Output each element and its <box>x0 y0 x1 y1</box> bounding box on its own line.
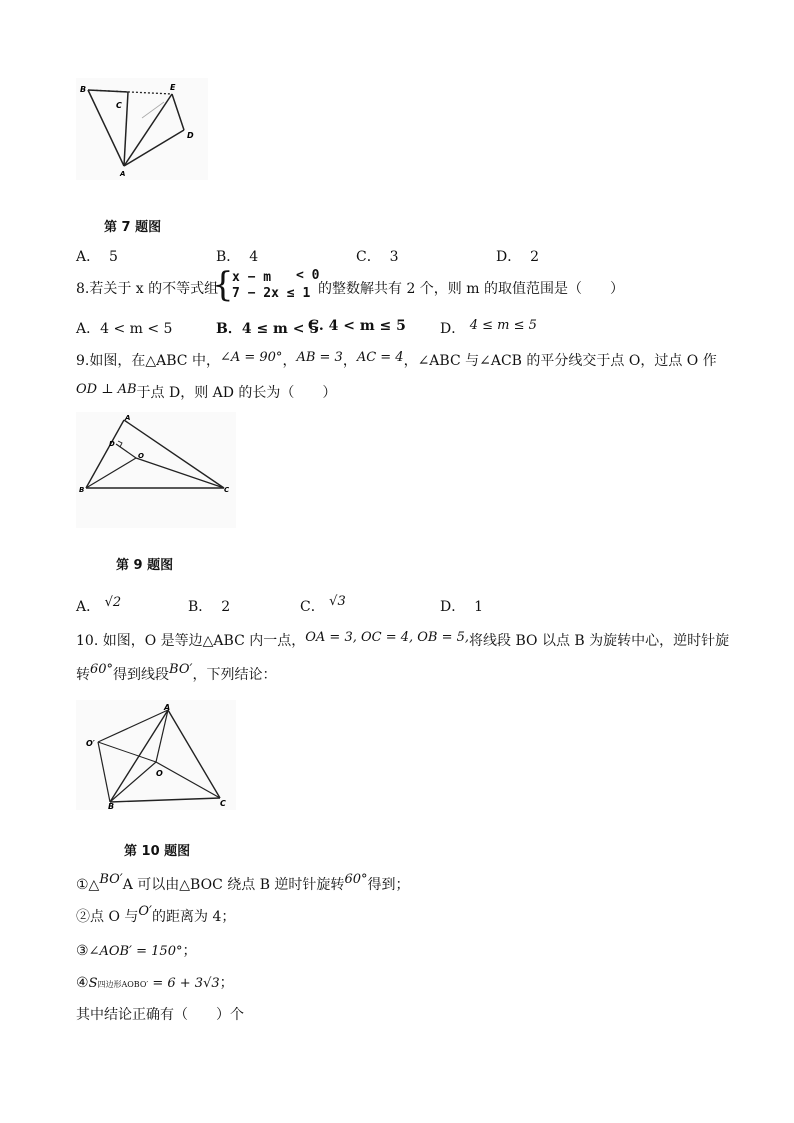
q8-ineq-top-right: < 0 <box>296 268 320 283</box>
q8-prefix: 8.若关于 x 的不等式组 <box>76 281 219 297</box>
q10-side-bc <box>110 798 220 802</box>
q10-side-ac <box>168 710 220 798</box>
q9-label-b: B <box>79 486 85 494</box>
q8-choice-a: A．4 < m < 5 <box>76 321 173 337</box>
q9-diagram <box>76 412 236 528</box>
q9-choice-a: A． √2 <box>76 595 122 615</box>
q9-label-c: C <box>224 486 230 494</box>
q10-seg-ob <box>110 762 156 802</box>
q9-figure-caption: 第 9 题图 <box>116 558 174 573</box>
q9-segment-od <box>116 444 136 458</box>
q9-bisector-c <box>136 458 224 488</box>
q9-label-a: A <box>125 414 131 422</box>
q10-seg-o1b <box>98 742 110 802</box>
q7-choice-b: B． 4 <box>216 249 259 265</box>
q7-choice-a: A． 5 <box>76 249 118 265</box>
q9-line1: 9.如图，在△ABC 中，∠A = 90°，AB = 3，AC = 4，∠ABC 与∠ACB 的平分线交于点 O，过点 O 作 <box>76 350 717 369</box>
q9-label-o: O <box>138 452 144 460</box>
q7-label-e: E <box>170 83 176 92</box>
q10-label-o: O <box>156 769 163 778</box>
q8-ineq-bottom: 7 − 2x ≤ 1 <box>232 286 311 301</box>
q9-figure <box>76 412 236 528</box>
q10-conclusion-2: ②点 O 与O′的距离为 4； <box>76 904 236 925</box>
q10-label-b: B <box>108 802 115 810</box>
q7-label-d: D <box>187 131 194 140</box>
q7-figure-caption: 第 7 题图 <box>104 220 162 235</box>
q10-final-question: 其中结论正确有（ ）个 <box>76 1007 244 1023</box>
q10-conclusion-4: ④S四边形AOBO′ = 6 + 3√3； <box>76 975 234 991</box>
q7-choice-c: C． 3 <box>356 249 399 265</box>
q10-line1: 10. 如图，O 是等边△ABC 内一点，OA = 3, OC = 4, OB = 5,将线段 BO 以点 B 为旋转中心，逆时针旋 <box>76 630 730 649</box>
q7-choice-d: D． 2 <box>496 249 540 265</box>
q7-line-ed <box>172 94 184 130</box>
q10-seg-oo1 <box>98 742 156 762</box>
q7-label-b: B <box>80 85 87 94</box>
q7-label-c: C <box>116 101 122 110</box>
q8-ineq-top: x − m <box>232 270 272 285</box>
q10-label-o1: O′ <box>86 739 95 748</box>
q7-figure <box>76 78 208 180</box>
q8-choice-c: C. 4 < m ≤ 5 <box>308 318 406 334</box>
q7-line-ea <box>124 94 172 166</box>
q9-choice-d: D． 1 <box>440 599 484 615</box>
q10-label-a: A <box>164 703 171 712</box>
q10-seg-oa <box>156 710 168 762</box>
q10-line2: 转60°得到线段BO′，下列结论： <box>76 662 277 683</box>
q8-suffix: 的整数解共有 2 个，则 m 的取值范围是（ ） <box>318 281 624 297</box>
q7-diagram <box>76 78 208 180</box>
q10-label-c: C <box>220 799 226 808</box>
q10-figure <box>76 700 236 810</box>
q10-seg-oc <box>156 762 220 798</box>
q9-line2: OD ⊥ AB于点 D，则 AD 的长为（ ） <box>76 382 337 401</box>
q7-line-ca <box>124 92 128 166</box>
q9-side-ba <box>86 420 124 488</box>
q10-figure-caption: 第 10 题图 <box>124 844 191 859</box>
q8-brace: { <box>212 265 234 305</box>
q10-conclusion-1: ①△BO′A 可以由△BOC 绕点 B 逆时针旋转60°得到； <box>76 872 410 893</box>
q8-choice-b: B．4 ≤ m < 5 <box>216 321 320 337</box>
q9-choice-b: B． 2 <box>188 599 231 615</box>
q9-choice-c: C． √3 <box>300 594 346 615</box>
q7-label-a: A <box>120 170 126 178</box>
q8-choice-d: D． 4 ≤ m ≤ 5 <box>440 318 537 337</box>
q9-bisector-b <box>86 458 136 488</box>
q7-line-da <box>124 130 184 166</box>
q10-conclusion-3: ③∠AOB′ = 150°； <box>76 943 197 959</box>
q9-label-d: D <box>109 440 115 448</box>
q7-line-bc <box>88 90 128 92</box>
q10-diagram <box>76 700 236 810</box>
